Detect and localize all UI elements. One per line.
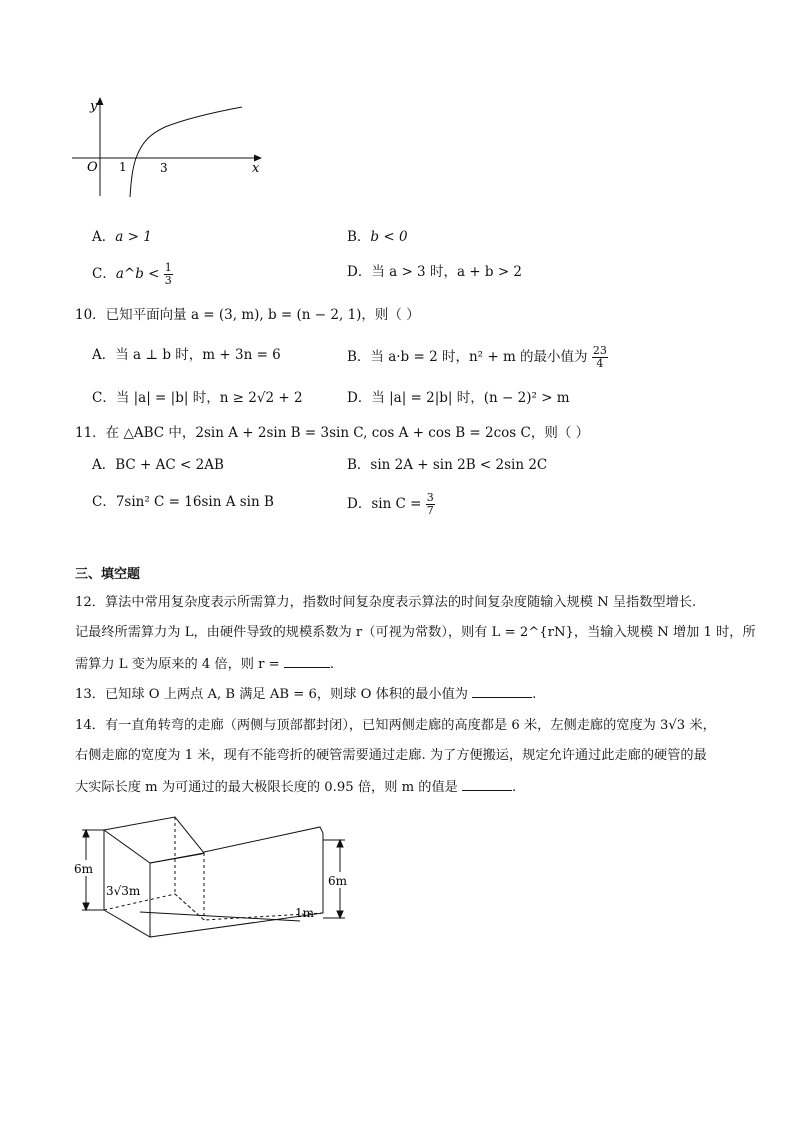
q14-line-2: 右侧走廊的宽度为 1 米，现有不能弯折的硬管需要通过走廊. 为了方便搬运，规定允许通过此走廊的硬管的最 xyxy=(75,748,707,763)
corridor-diagram xyxy=(70,810,360,940)
q11-option-c: C．7sin² C = 16sin A sin B xyxy=(92,494,274,510)
log-function-graph xyxy=(60,92,270,202)
y-axis-label: y xyxy=(90,99,98,114)
q12-line-1: 12．算法中常用复杂度表示所需算力，指数时间复杂度表示算法的时间复杂度随输入规模 N 呈指数型增长. xyxy=(75,595,697,610)
q11-option-a: A．BC + AC < 2AB xyxy=(92,457,224,473)
q10-option-b: B．当 a·b = 2 时，n² + m 的最小值为 $\frac{23}{4}$ xyxy=(347,344,607,370)
fraction-one-third: $\frac{1}{3}$ xyxy=(164,261,172,287)
left-width-label: 3√3m xyxy=(106,884,141,898)
q10-option-d: D．当 |a| = 2|b| 时，(n − 2)² > m xyxy=(347,390,570,406)
q12-line-3: 需算力 L 变为原来的 4 倍，则 r = . xyxy=(75,653,334,675)
section-title: 三、填空题 xyxy=(75,567,141,582)
pipe-line xyxy=(140,912,300,921)
right-height-label: 6m xyxy=(328,874,348,888)
q13-text: 13．已知球 O 上两点 A, B 满足 AB = 6，则球 O 体积的最小值为 . xyxy=(75,683,536,705)
q9-option-b: B．b < 0 xyxy=(347,229,408,245)
q14-line-1: 14．有一直角转弯的走廊（两侧与顶部都封闭），已知两侧走廊的高度都是 6 米，左侧走廊的宽度为 3√3 米， xyxy=(75,718,716,733)
tick-label-3: 3 xyxy=(160,161,168,175)
q10-option-a: A．当 a ⊥ b 时，m + 3n = 6 xyxy=(92,347,281,363)
q14-line-3: 大实际长度 m 为可通过的最大极限长度的 0.95 倍，则 m 的值是 . xyxy=(75,776,516,798)
fraction-3-7: $\frac{3}{7}$ xyxy=(426,491,434,517)
answer-blank[interactable] xyxy=(472,683,532,698)
origin-label: O xyxy=(87,160,98,175)
q10-stem: 10．已知平面向量 a = (3, m), b = (n − 2, 1)，则（ ） xyxy=(75,307,420,323)
q9-option-a: A．a > 1 xyxy=(92,229,152,245)
answer-blank[interactable] xyxy=(462,776,512,791)
q12-line-2: 记最终所需算力为 L，由硬件导致的规模系数为 r（可视为常数），则有 L = 2^{rN}，当输入规模 N 增加 1 时，所 xyxy=(75,625,756,640)
q9-option-c: C．a^b < $\frac{1}{3}$ xyxy=(92,261,172,287)
right-width-label: 1m xyxy=(295,906,315,920)
q10-option-c: C．当 |a| = |b| 时，n ≥ 2√2 + 2 xyxy=(92,390,303,406)
q11-stem: 11．在 △ABC 中，2sin A + 2sin B = 3sin C, cos A + cos B = 2cos C，则（ ） xyxy=(75,425,590,441)
fraction-23-4: $\frac{23}{4}$ xyxy=(592,344,607,370)
answer-blank[interactable] xyxy=(284,653,330,668)
log-curve xyxy=(130,107,242,197)
q11-option-b: B．sin 2A + sin 2B < 2sin 2C xyxy=(347,457,548,473)
y-axis-arrow xyxy=(97,97,104,105)
q11-option-d: D．sin C = $\frac{3}{7}$ xyxy=(347,491,434,517)
left-height-label: 6m xyxy=(74,862,94,876)
x-axis-label: x xyxy=(252,161,260,176)
q9-option-d: D．当 a > 3 时，a + b > 2 xyxy=(347,264,523,280)
corridor-hidden-edges xyxy=(104,817,323,920)
tick-label-1: 1 xyxy=(119,160,127,174)
